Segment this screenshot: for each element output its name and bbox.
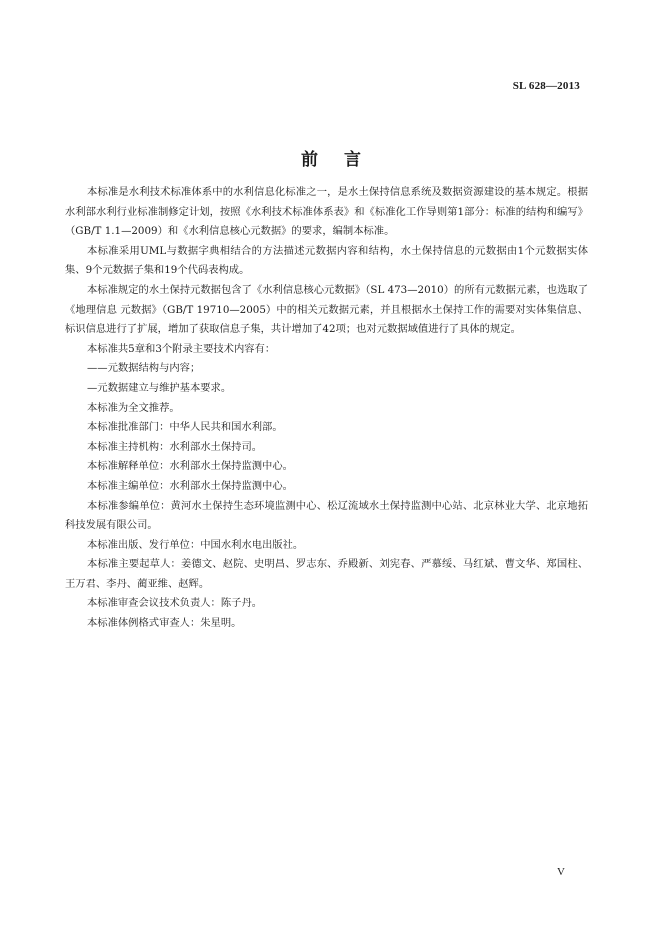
paragraph-host: 本标准主持机构：水利部水土保持司。 — [87, 440, 263, 453]
paragraph-method: 本标准采用UML与数据字典相结合的方法描述元数据内容和结构，水土保持信息的元数据由1个元数据实体集、9个元数据子集和19个代码表构成。 — [65, 244, 588, 277]
page-number: V — [557, 866, 565, 878]
paragraph-scope: 本标准规定的水土保持元数据包含了《水利信息核心元数据》（SL 473—2010）的所有元数据元素，也选取了《地理信息 元数据》（GB/T 19710—2005）中的相关元数据元素，并且根据水土保持工作的需要对实体集信息、标识信息进行了扩展，增加了获取信息子集，共计增加了42项；也对元数据域值进行了具体的规定。 — [65, 283, 588, 336]
foreword-body — [65, 183, 588, 634]
paragraph-contents: 本标准共5章和3个附录主要技术内容有： — [87, 342, 276, 355]
paragraph-recommendation: 本标准为全文推荐。 — [87, 401, 180, 414]
paragraph-format-reviewer: 本标准体例格式审查人：朱星明。 — [87, 617, 242, 630]
paragraph-chief-editor: 本标准主编单位：水利部水土保持监测中心。 — [87, 479, 293, 492]
paragraph-interpreter: 本标准解释单位：水利部水土保持监测中心。 — [87, 460, 293, 473]
paragraph-approver: 本标准批准部门：中华人民共和国水利部。 — [87, 421, 283, 434]
page-title: 前言 — [301, 150, 387, 170]
standard-code: SL 628—2013 — [512, 80, 580, 92]
paragraph-technical-reviewer: 本标准审查会议技术负责人：陈子丹。 — [87, 597, 263, 610]
list-item: ——元数据结构与内容； — [87, 362, 201, 375]
list-item: —元数据建立与维护基本要求。 — [87, 381, 232, 394]
paragraph-intro: 本标准是水利技术标准体系中的水利信息化标准之一，是水土保持信息系统及数据资源建设的基本规定。根据水利部水利行业标准制修定计划，按照《水利技术标准体系表》和《标准化工作导则第1部分：标准的结构和编写》（GB/T 1.1—2009）和《水利信息核心元数据》的要求，编制本标准。 — [65, 186, 588, 238]
paragraph-drafters: 本标准主要起草人：姜德文、赵院、史明昌、罗志东、乔殿新、刘宪春、严慕绥、马红斌、曹文华、郑国柱、王万君、李丹、蔺亚维、赵辉。 — [65, 558, 588, 590]
paragraph-co-editors: 本标准参编单位：黄河水土保持生态环境监测中心、松辽流域水土保持监测中心站、北京林业大学、北京地拓科技发展有限公司。 — [65, 499, 588, 532]
paragraph-publisher: 本标准出版、发行单位：中国水利水电出版社。 — [87, 538, 304, 551]
